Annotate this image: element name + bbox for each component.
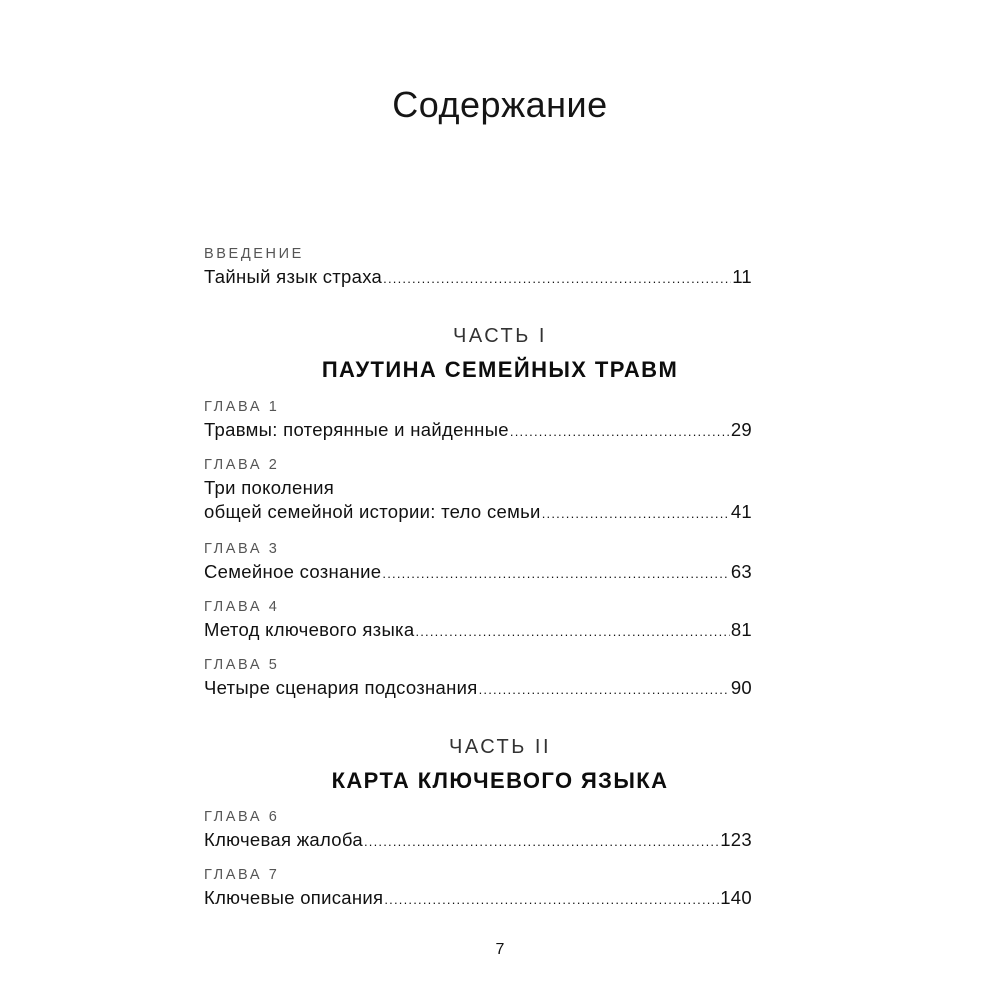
part-1-label: ЧАСТЬ I (453, 325, 547, 347)
dot-leader (384, 892, 719, 907)
chapter-6-label: ГЛАВА 6 (204, 809, 280, 825)
entry-page: 123 (720, 829, 752, 850)
entry-page: 140 (720, 887, 752, 908)
chapter-2-title-line1[interactable]: Три поколения (204, 477, 335, 498)
chapter-2-label: ГЛАВА 2 (204, 457, 280, 473)
entry-title: Травмы: потерянные и найденные (204, 419, 509, 440)
chapter-1-label: ГЛАВА 1 (204, 399, 280, 415)
dot-leader (542, 506, 730, 521)
entry-title: Четыре сценария подсознания (204, 677, 478, 698)
intro-label: ВВЕДЕНИЕ (204, 246, 304, 262)
entry-page: 81 (730, 619, 752, 640)
toc-entry-chapter-3[interactable] (204, 561, 752, 583)
toc-entry-chapter-4[interactable] (204, 619, 752, 641)
dot-leader (383, 271, 731, 286)
dot-leader (364, 834, 719, 849)
entry-page: 11 (732, 266, 752, 287)
part-1-title: ПАУТИНА СЕМЕЙНЫХ ТРАВМ (321, 357, 679, 382)
entry-title: Тайный язык страха (204, 266, 383, 287)
entry-title: Метод ключевого языка (204, 619, 415, 640)
toc-entry-chapter-1[interactable] (204, 419, 752, 441)
page-title: Содержание (392, 84, 608, 125)
entry-page: 63 (730, 561, 752, 582)
part-2-title: КАРТА КЛЮЧЕВОГО ЯЗЫКА (331, 768, 669, 793)
dot-leader (415, 624, 729, 639)
entry-title: общей семейной истории: тело семьи (204, 501, 541, 522)
toc-entry-chapter-2[interactable] (204, 501, 752, 523)
chapter-3-label: ГЛАВА 3 (204, 541, 280, 557)
entry-title: Ключевые описания (204, 887, 384, 908)
toc-entry-chapter-5[interactable] (204, 677, 752, 699)
chapter-5-label: ГЛАВА 5 (204, 657, 280, 673)
chapter-7-label: ГЛАВА 7 (204, 867, 280, 883)
entry-page: 41 (730, 501, 752, 522)
toc-entry-intro[interactable] (204, 266, 752, 288)
toc-entry-chapter-6[interactable] (204, 829, 752, 851)
entry-page: 90 (730, 677, 752, 698)
part-2-label: ЧАСТЬ II (448, 736, 552, 758)
entry-title: Семейное сознание (204, 561, 382, 582)
entry-title: Ключевая жалоба (204, 829, 363, 850)
toc-entry-chapter-7[interactable] (204, 887, 752, 909)
chapter-4-label: ГЛАВА 4 (204, 599, 280, 615)
dot-leader (479, 682, 730, 697)
dot-leader (382, 566, 729, 581)
dot-leader (510, 424, 730, 439)
entry-page: 29 (730, 419, 752, 440)
page-number: 7 (495, 941, 505, 958)
